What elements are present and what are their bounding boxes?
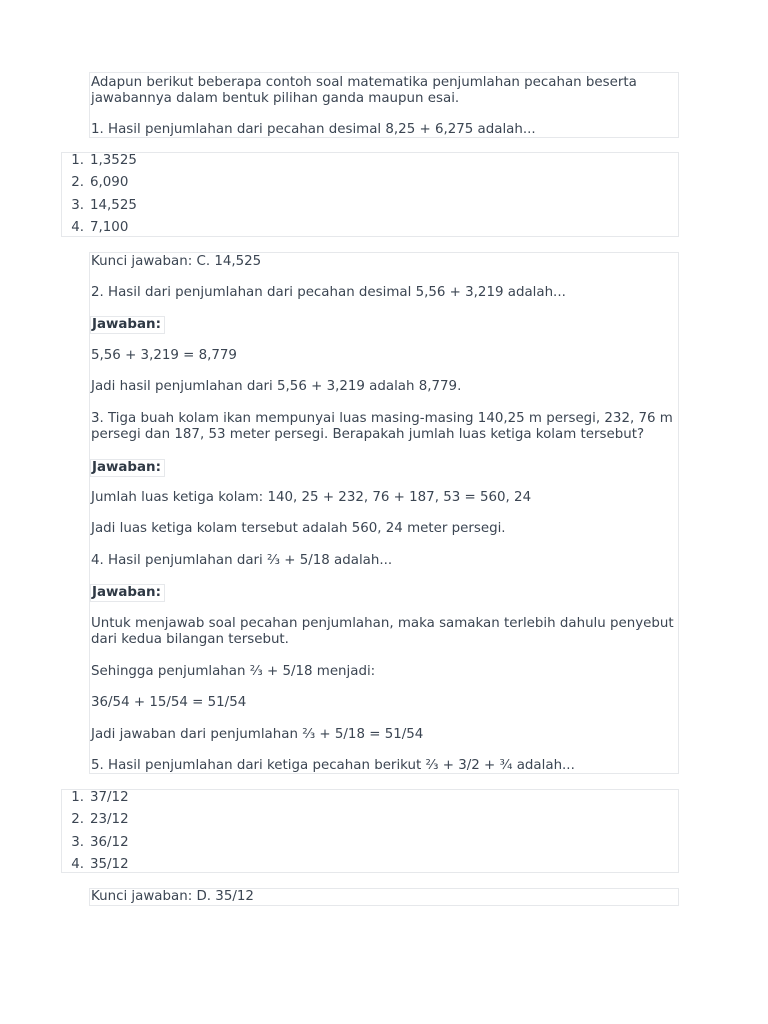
list-item [62, 151, 137, 171]
list-item-text: 36/12 [90, 835, 129, 850]
list-item-text: 37/12 [90, 790, 129, 805]
question-4-explanation-line-1: Untuk menjawab soal pecahan penjumlahan, maka samakan terlebih dahulu penyebut [91, 616, 674, 631]
answer-label: Jawaban: [90, 459, 165, 477]
question-3-result: Jadi luas ketiga kolam tersebut adalah 560, 24 meter persegi. [91, 521, 506, 536]
list-item-text: 7,100 [90, 220, 129, 235]
answer-key-1: Kunci jawaban: C. 14,525 [91, 254, 262, 269]
list-item-text: 6,090 [90, 175, 129, 190]
question-2-result: Jadi hasil penjumlahan dari 5,56 + 3,219 adalah 8,779. [91, 379, 462, 394]
answer-options-1 [61, 152, 679, 237]
question-2: 2. Hasil dari penjumlahan dari pecahan desimal 5,56 + 3,219 adalah... [91, 285, 566, 300]
list-item [62, 173, 128, 193]
answer-key-block [89, 888, 679, 906]
list-item [62, 833, 129, 853]
list-item-number: 1. [71, 790, 84, 805]
question-3-line-1: 3. Tiga buah kolam ikan mempunyai luas masing-masing 140,25 m persegi, 232, 76 m [91, 411, 673, 426]
question-3-calculation: Jumlah luas ketiga kolam: 140, 25 + 232, 76 + 187, 53 = 560, 24 [91, 490, 532, 505]
list-item [62, 855, 129, 875]
question-4: 4. Hasil penjumlahan dari ⅔ + 5/18 adalah... [91, 553, 393, 568]
question-3-line-2: persegi dan 187, 53 meter persegi. Berapakah jumlah luas ketiga kolam tersebut? [91, 427, 645, 442]
answers-block [89, 252, 679, 774]
list-item [62, 810, 129, 830]
list-item [62, 218, 128, 238]
list-item-number: 3. [71, 835, 84, 850]
intro-line-2: jawabannya dalam bentuk pilihan ganda maupun esai. [91, 91, 460, 106]
list-item-number: 4. [71, 857, 84, 872]
list-item-number: 4. [71, 220, 84, 235]
list-item-number: 2. [71, 812, 84, 827]
list-item-number: 1. [71, 153, 84, 168]
answer-options-2 [61, 789, 679, 873]
question-5: 5. Hasil penjumlahan dari ketiga pecahan berikut ⅔ + 3/2 + ¾ adalah... [91, 758, 575, 773]
answer-label: Jawaban: [90, 316, 165, 334]
question-4-result: Jadi jawaban dari penjumlahan ⅔ + 5/18 = 51/54 [91, 727, 424, 742]
answer-label: Jawaban: [90, 584, 165, 602]
question-4-explanation-line-2: dari kedua bilangan tersebut. [91, 632, 289, 647]
list-item-text: 1,3525 [90, 153, 137, 168]
intro-block [89, 72, 679, 138]
list-item [62, 788, 129, 808]
list-item-text: 23/12 [90, 812, 129, 827]
answer-key-2: Kunci jawaban: D. 35/12 [91, 889, 254, 904]
intro-line-1: Adapun berikut beberapa contoh soal matematika penjumlahan pecahan beserta [91, 75, 637, 90]
list-item [62, 196, 137, 216]
question-4-step: Sehingga penjumlahan ⅔ + 5/18 menjadi: [91, 664, 376, 679]
list-item-text: 14,525 [90, 198, 137, 213]
question-1: 1. Hasil penjumlahan dari pecahan desimal 8,25 + 6,275 adalah... [91, 122, 536, 137]
list-item-text: 35/12 [90, 857, 129, 872]
question-2-calculation: 5,56 + 3,219 = 8,779 [91, 348, 237, 363]
question-4-calculation: 36/54 + 15/54 = 51/54 [91, 695, 247, 710]
list-item-number: 2. [71, 175, 84, 190]
list-item-number: 3. [71, 198, 84, 213]
